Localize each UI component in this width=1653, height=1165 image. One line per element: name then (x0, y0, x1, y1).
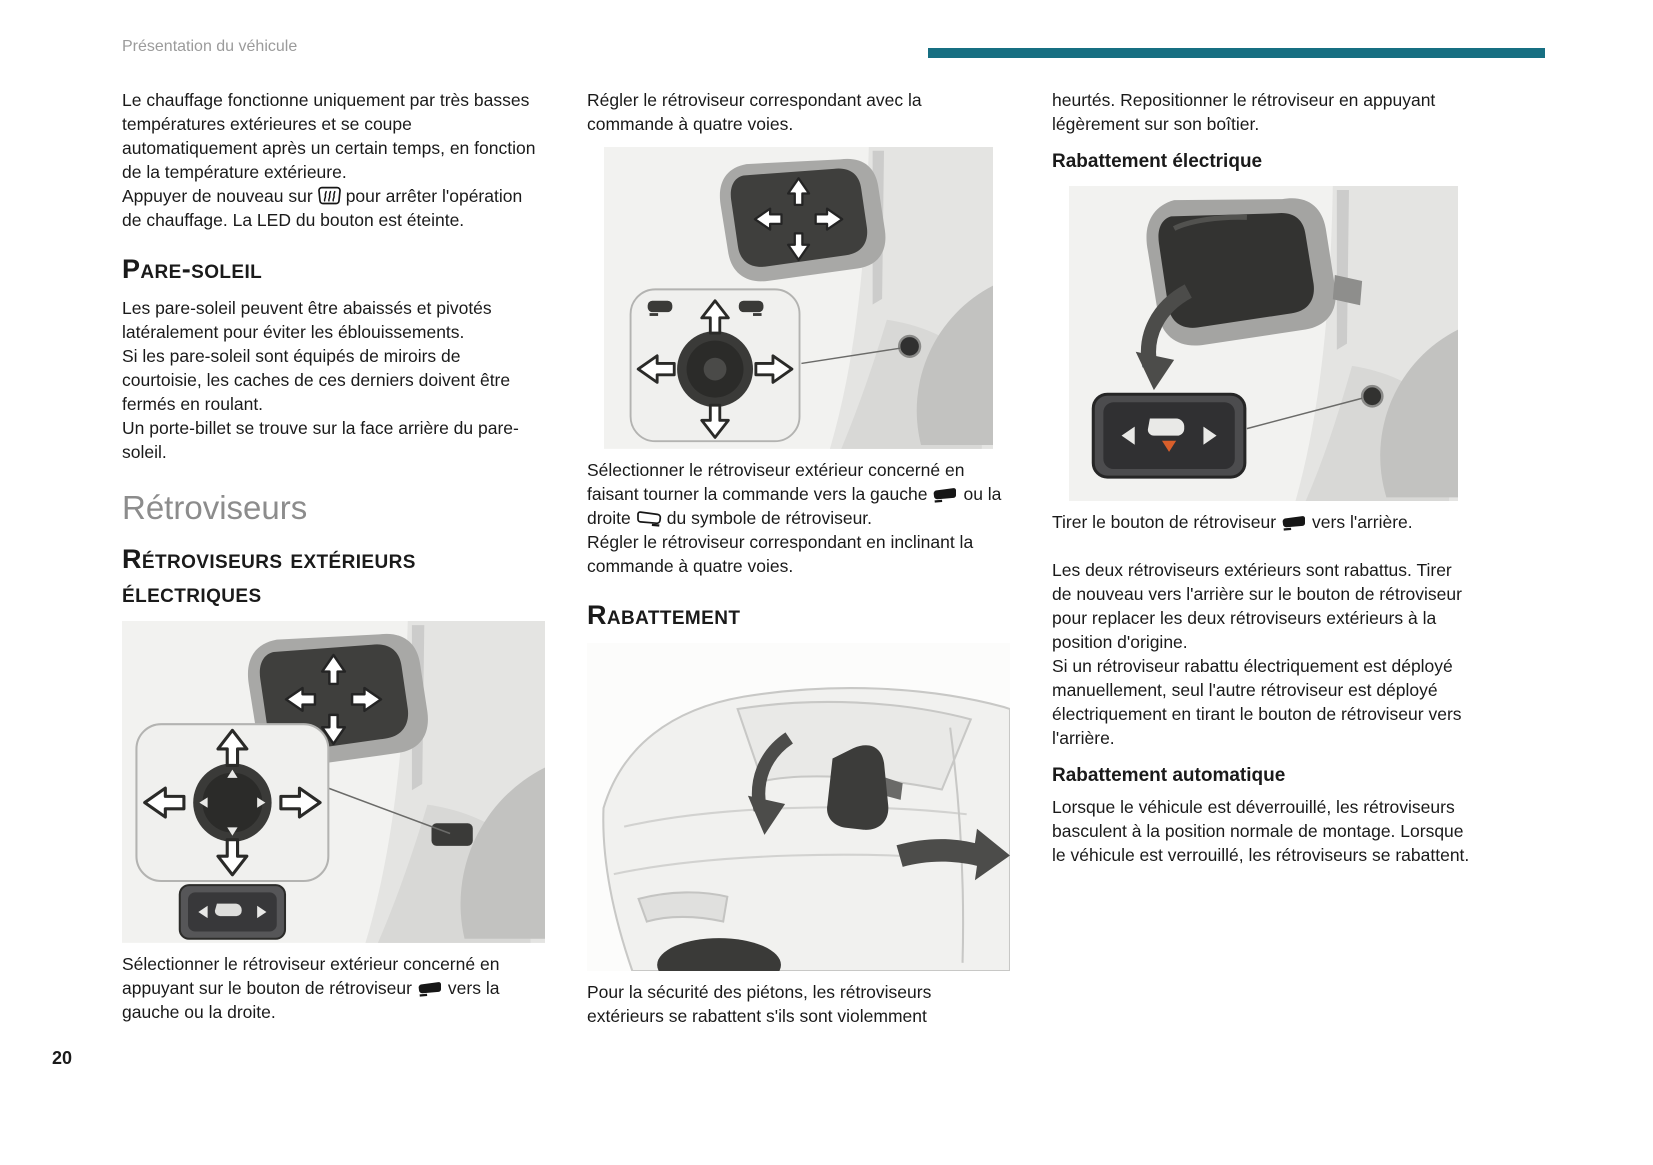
adjustment-pad (136, 724, 328, 881)
mirror-folding-illustration (587, 643, 1010, 971)
mirror-symbol-left-icon (932, 487, 958, 503)
text-run: Sélectionner le rétroviseur extérieur concerné en faisant tourner la commande vers la gauche (587, 459, 965, 504)
mirror-symbol-left-icon (417, 981, 443, 997)
electric-folding-illustration (1069, 186, 1458, 501)
column-1 (122, 88, 545, 1028)
figure-mirror-knob-control (604, 147, 993, 449)
accent-bar (928, 48, 1545, 58)
paragraph-heating-button (122, 184, 545, 232)
text-run: Sélectionner le rétroviseur extérieur concerné en appuyant sur le bouton de rétroviseur (122, 953, 500, 998)
section-header: Présentation du véhicule (122, 38, 298, 55)
text-run: vers l'arrière. (1312, 512, 1413, 533)
heading-electric-folding: Rabattement électrique (1052, 151, 1263, 172)
text-run: Appuyer de nouveau sur (122, 186, 313, 206)
paragraph-select-knob (587, 458, 1010, 530)
figure-mirror-folding (587, 643, 1010, 971)
mirror-symbol-left-icon (1281, 515, 1307, 531)
paragraph-adjust-knob: Régler le rétroviseur correspondant en inclinant la commande à quatre voies. (587, 531, 974, 576)
paragraph-heating (122, 88, 545, 184)
spacer (1052, 534, 1475, 558)
text-run: du symbole de rétroviseur. (666, 507, 873, 528)
figure-mirror-select-buttons (122, 621, 545, 943)
text-run: pour arrêter l'opération de chauffage. La LED du bouton est éteinte. (122, 186, 523, 230)
paragraph-automatic: Lorsque le véhicule est déverrouillé, les rétroviseurs basculent à la position normale de montage. Lorsque le véhicule est verrouillé, les rétroviseurs se rabattent. (1052, 797, 1470, 866)
paragraph-both-folded: Les deux rétroviseurs extérieurs sont rabattus. Tirer de nouveau vers l'arrière sur le bouton de rétroviseur pour replacer les deux rétroviseurs extérieurs à la position d'origine. (1052, 560, 1462, 653)
rotary-control-pad (631, 289, 800, 441)
column-2 (587, 88, 1010, 1028)
van-body (603, 688, 1010, 971)
paragraph-sunvisors-1: Les pare-soleil peuvent être abaissés et pivotés latéralement pour éviter les éblouissements. (122, 298, 492, 342)
caption-select-mirror (122, 952, 545, 1024)
mirror-heating-icon (318, 186, 341, 205)
content-columns (122, 88, 1475, 1028)
heading-automatic-folding: Rabattement automatique (1052, 765, 1286, 787)
text-run: vers la gauche ou la droite. (122, 977, 500, 1022)
paragraph-continued: heurtés. Repositionner le rétroviseur en appuyant légèrement sur son boîtier. (1052, 90, 1436, 134)
mirror-symbol-right-icon (636, 511, 662, 527)
heading-sunvisors: Pare-soleil (122, 254, 263, 284)
text-run: Tirer le bouton de rétroviseur (1052, 512, 1277, 533)
caption-pedestrian-safety: Pour la sécurité des piétons, les rétroviseurs extérieurs se rabattent s'ils sont violemment (587, 981, 932, 1026)
column-3 (1052, 88, 1475, 1028)
paragraph-sunvisors-3: Un porte-billet se trouve sur la face arrière du pare-soleil. (122, 418, 519, 462)
mirror-switch-panel (1093, 394, 1245, 477)
paragraph-pull-button (1052, 510, 1475, 534)
heading-exterior-mirrors: Rétroviseurs extérieurs électriques (122, 544, 416, 608)
paragraph-manual-deploy: Si un rétroviseur rabattu électriquement est déployé manuellement, seul l'autre rétroviseur est déployé électriquement en tirant le bouton de rétroviseur vers l'arrière. (1052, 656, 1462, 749)
door-mirror-knob (899, 336, 920, 357)
mirror-knob-control-illustration (604, 147, 993, 449)
text-run: ou la droite (587, 483, 1002, 528)
page-number: 20 (52, 1048, 73, 1068)
paragraph-sunvisors-2: Si les pare-soleil sont équipés de miroirs de courtoisie, les caches de ces derniers doivent être fermés en roulant. (122, 346, 511, 414)
heading-folding: Rabattement (587, 599, 741, 630)
mirror-selector-switch (180, 885, 285, 939)
heading-mirrors: Rétroviseurs (122, 489, 308, 526)
text-run: Le chauffage fonctionne uniquement par très basses températures extérieures et se coupe automatiquement après un certain temps, en fonction de la température extérieure. (122, 90, 536, 182)
figure-electric-folding (1069, 186, 1458, 501)
mirror-select-buttons-illustration (122, 621, 545, 943)
exterior-mirror (720, 159, 886, 281)
paragraph-adjust: Régler le rétroviseur correspondant avec la commande à quatre voies. (587, 90, 922, 134)
